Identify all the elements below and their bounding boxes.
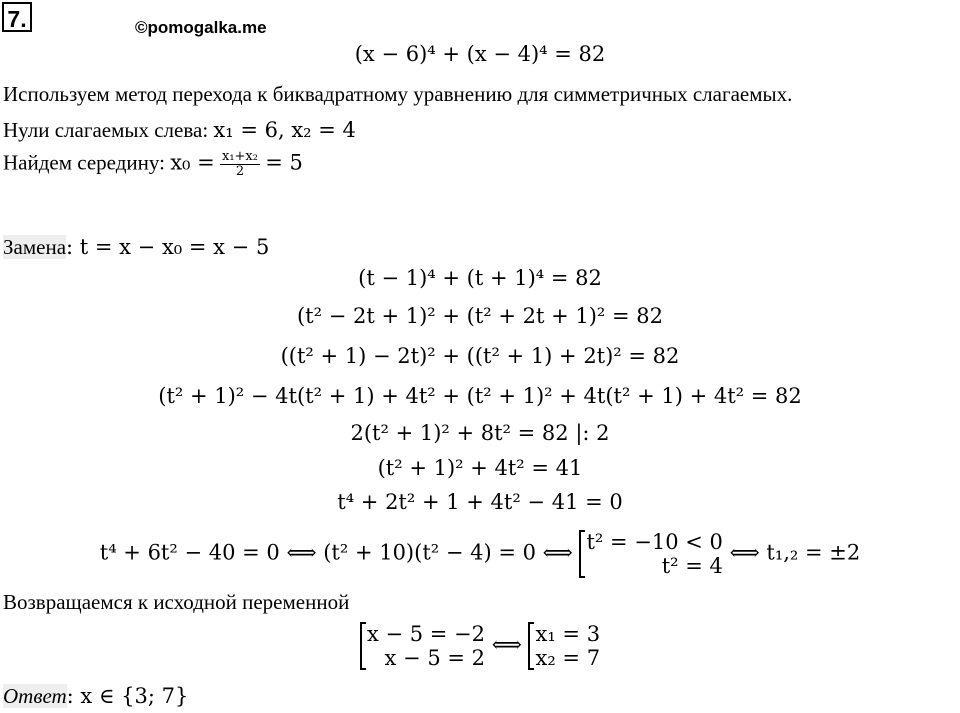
middle-fraction: [220, 150, 260, 179]
step-1: (t − 1)⁴ + (t + 1)⁴ = 82: [358, 266, 602, 290]
final-right-row-2: x₂ = 7: [535, 646, 601, 670]
answer-label: Ответ: [3, 684, 67, 708]
factor-system-row-2: t² = 4: [661, 554, 723, 578]
substitution-label: Замена: [3, 235, 67, 259]
fraction-numerator: x₁+x₂: [221, 149, 258, 164]
answer-line: [3, 686, 188, 707]
factor-system-row-1: t² = −10 < 0: [586, 530, 723, 554]
factor-left: t⁴ + 6t² − 40 = 0 ⟺ (t² + 10)(t² − 4) = 0 ⟺: [99, 540, 573, 565]
final-arrow: ⟺: [491, 632, 522, 657]
problem-number: 7.: [2, 2, 32, 32]
step-2: (t² − 2t + 1)² + (t² + 2t + 1)² = 82: [296, 304, 664, 328]
answer-value: : x ∈ {3; 7}: [66, 684, 189, 708]
final-system-left: [360, 622, 485, 670]
zeros-values: x₁ = 6, x₂ = 4: [213, 118, 356, 142]
fraction-denominator: 2: [235, 164, 245, 179]
substitution-expr: : t = x − x₀ = x − 5: [66, 235, 270, 259]
step-4: (t² + 1)² − 4t(t² + 1) + 4t² + (t² + 1)² + 4t(t² + 1) + 4t² = 82: [158, 384, 802, 408]
final-left-row-1: x − 5 = −2: [366, 622, 485, 646]
factor-line: [0, 530, 960, 578]
step-7: t⁴ + 2t² + 1 + 4t² − 41 = 0: [337, 490, 623, 514]
middle-line: [3, 150, 303, 179]
factor-right: ⟺ t₁,₂ = ±2: [729, 540, 861, 565]
final-system-right: [528, 622, 600, 670]
step-5: 2(t² + 1)² + 8t² = 82 |: 2: [350, 421, 610, 445]
factor-system: [579, 530, 722, 578]
final-system-line: [0, 622, 960, 670]
main-equation: (x − 6)⁴ + (x − 4)⁴ = 82: [354, 42, 606, 66]
step-3: ((t² + 1) − 2t)² + ((t² + 1) + 2t)² = 82: [280, 344, 680, 368]
middle-label: Найдем середину:: [3, 150, 165, 175]
zeros-label: Нули слагаемых слева:: [3, 118, 209, 142]
zeros-line: [3, 120, 356, 141]
substitution-line: [3, 237, 269, 258]
return-text: Возвращаемся к исходной переменной: [3, 590, 350, 614]
middle-lhs: x₀ =: [170, 150, 215, 175]
watermark: ©pomogalka.me: [135, 18, 267, 37]
middle-rhs: = 5: [265, 150, 303, 175]
intro-text: Используем метод перехода к биквадратному уравнению для симметричных слагаемых.: [3, 82, 793, 106]
final-right-row-1: x₁ = 3: [535, 622, 601, 646]
final-left-row-2: x − 5 = 2: [384, 646, 485, 670]
step-6: (t² + 1)² + 4t² = 41: [377, 456, 583, 480]
